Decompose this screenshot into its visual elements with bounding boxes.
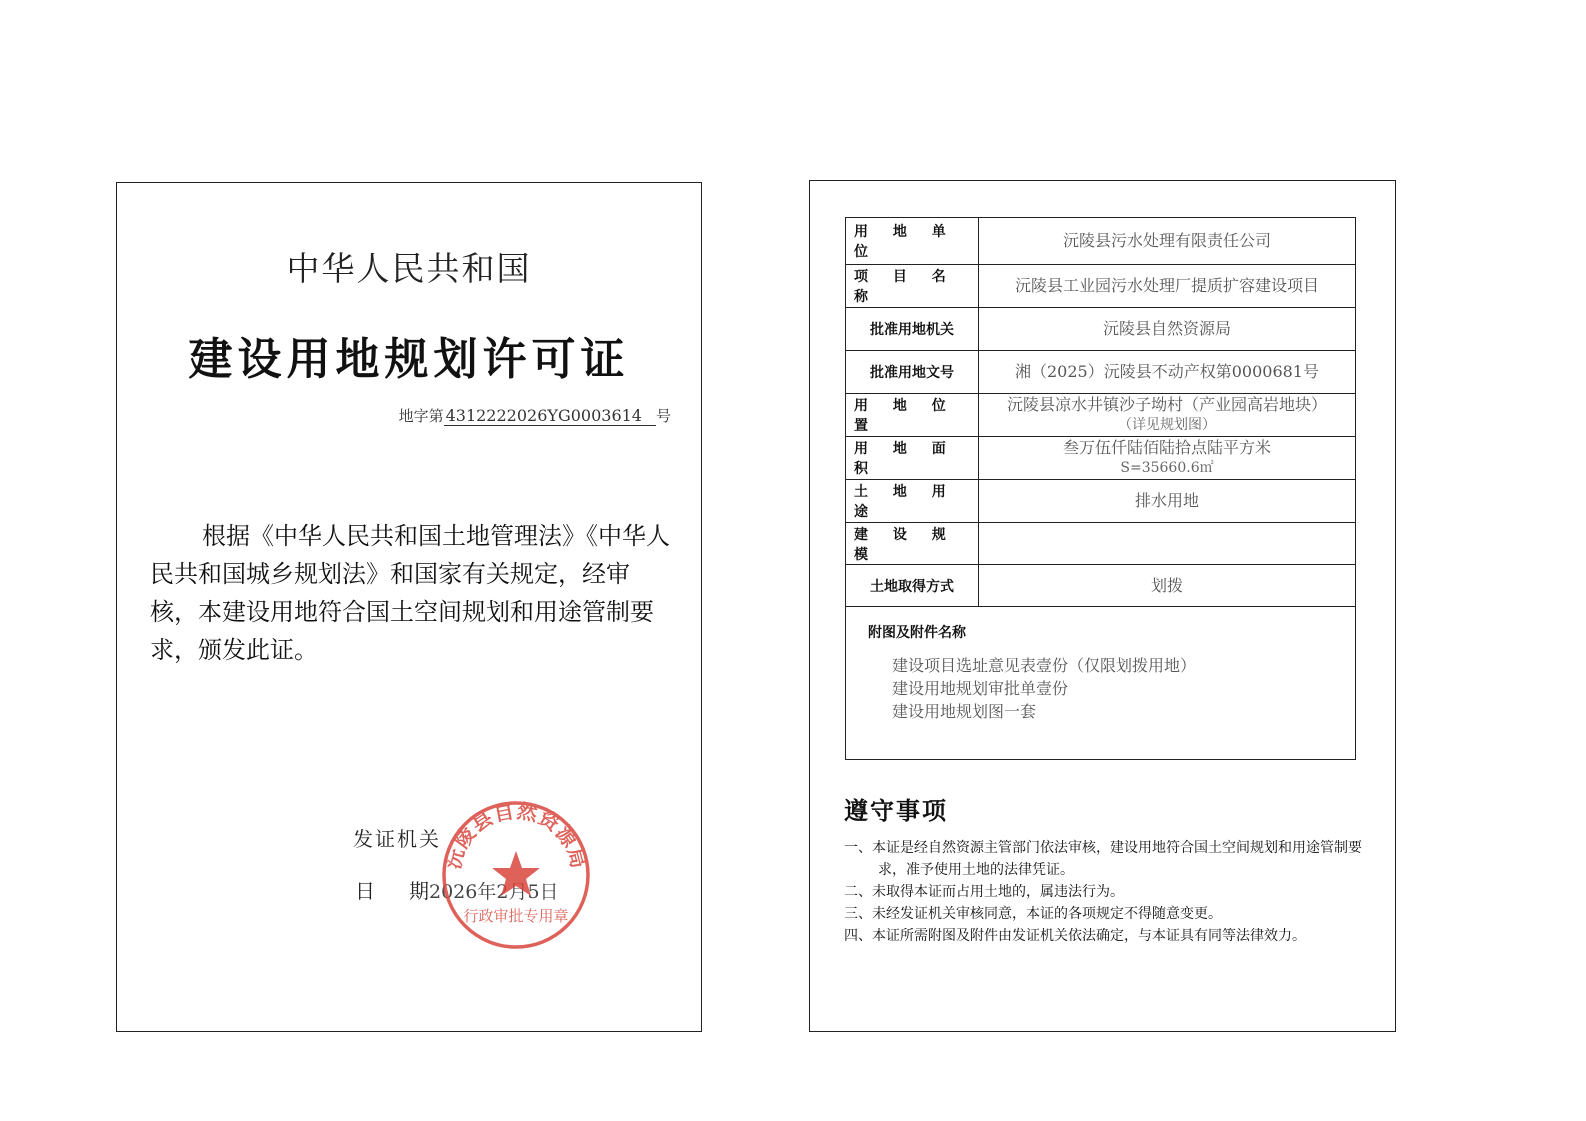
attachments-list bbox=[892, 654, 1196, 723]
certificate-number-line bbox=[399, 405, 671, 426]
table-row bbox=[846, 437, 1355, 480]
row-value bbox=[979, 523, 1355, 564]
cert-suffix: 号 bbox=[655, 407, 671, 425]
list-item: 三、未经发证机关审核同意，本证的各项规定不得随意变更。 bbox=[844, 906, 1222, 922]
row-value: 沅陵县污水处理有限责任公司 bbox=[1062, 231, 1271, 250]
row-value: 叁万伍仟陆佰陆拾点陆平方米 S=35660.6㎡ bbox=[1062, 438, 1271, 476]
seal-star-icon bbox=[492, 851, 540, 896]
seal-top-text: 沅陵县自然资源局 bbox=[440, 799, 592, 872]
land-info-table bbox=[845, 217, 1356, 760]
list-item: 一、本证是经自然资源主管部门依法审核，建设用地符合国土空间规划和用途管制要求，准予使用土地的法律凭证。 bbox=[844, 840, 1362, 878]
table-row bbox=[846, 480, 1355, 523]
row-label: 建 设 规 模 bbox=[846, 523, 979, 564]
row-label: 土 地 用 途 bbox=[846, 480, 979, 522]
seal-bottom-text: 行政审批专用章 bbox=[463, 907, 569, 925]
issue-date: 2026年2月5日 bbox=[429, 881, 559, 903]
list-item: 建设用地规划审批单壹份 bbox=[892, 679, 1069, 698]
row-label: 土地取得方式 bbox=[846, 565, 979, 606]
table-row bbox=[846, 265, 1355, 308]
notes-list bbox=[844, 837, 1364, 947]
official-seal-stamp bbox=[440, 799, 592, 951]
date-label-1: 日 bbox=[355, 879, 375, 903]
cert-prefix: 地字第 bbox=[398, 407, 444, 425]
row-value: 沅陵县工业园污水处理厂提质扩容建设项目 bbox=[1014, 276, 1319, 295]
certificate-number: 4312222026YG0003614 bbox=[444, 406, 656, 426]
notes-title: 遵守事项 bbox=[844, 797, 948, 825]
row-value: 湘（2025）沅陵县不动产权第0000681号 bbox=[1015, 362, 1319, 381]
table-row bbox=[846, 218, 1355, 265]
certificate-title: 建设用地规划许可证 bbox=[188, 334, 630, 385]
certificate-info-page bbox=[809, 180, 1396, 1032]
row-value: 排水用地 bbox=[1134, 491, 1199, 510]
certificate-front-page bbox=[116, 182, 702, 1032]
row-label: 用 地 面 积 bbox=[846, 437, 979, 479]
table-row bbox=[846, 394, 1355, 437]
table-row bbox=[846, 351, 1355, 394]
date-label-2: 期 bbox=[409, 879, 429, 903]
row-label: 项 目 名 称 bbox=[846, 265, 979, 307]
list-item: 四、本证所需附图及附件由发证机关依法确定，与本证具有同等法律效力。 bbox=[844, 928, 1306, 944]
row-label: 用 地 单 位 bbox=[846, 218, 979, 264]
issuer-label: 发证机关 bbox=[353, 827, 441, 851]
certificate-body: 根据《中华人民共和国土地管理法》《中华人民共和国城乡规划法》和国家有关规定，经审核，本建设用地符合国土空间规划和用途管制要求，颁发此证。 bbox=[150, 522, 670, 664]
row-label: 批准用地机关 bbox=[846, 308, 979, 350]
row-label: 批准用地文号 bbox=[846, 351, 979, 393]
row-value: 沅陵县凉水井镇沙子坳村（产业园高岩地块） （详见规划图） bbox=[1006, 395, 1327, 433]
country-name: 中华人民共和国 bbox=[286, 249, 532, 288]
list-item: 建设用地规划图一套 bbox=[892, 702, 1037, 721]
table-row bbox=[846, 523, 1355, 565]
row-label: 用 地 位 置 bbox=[846, 394, 979, 436]
row-value: 划拨 bbox=[1150, 575, 1183, 595]
list-item: 二、未取得本证而占用土地的，属违法行为。 bbox=[844, 884, 1124, 900]
table-row bbox=[846, 308, 1355, 351]
row-value: 沅陵县自然资源局 bbox=[1102, 319, 1231, 338]
list-item: 建设项目选址意见表壹份（仅限划拨用地） bbox=[892, 656, 1197, 675]
attachments-label: 附图及附件名称 bbox=[868, 625, 966, 641]
table-row bbox=[846, 565, 1355, 607]
